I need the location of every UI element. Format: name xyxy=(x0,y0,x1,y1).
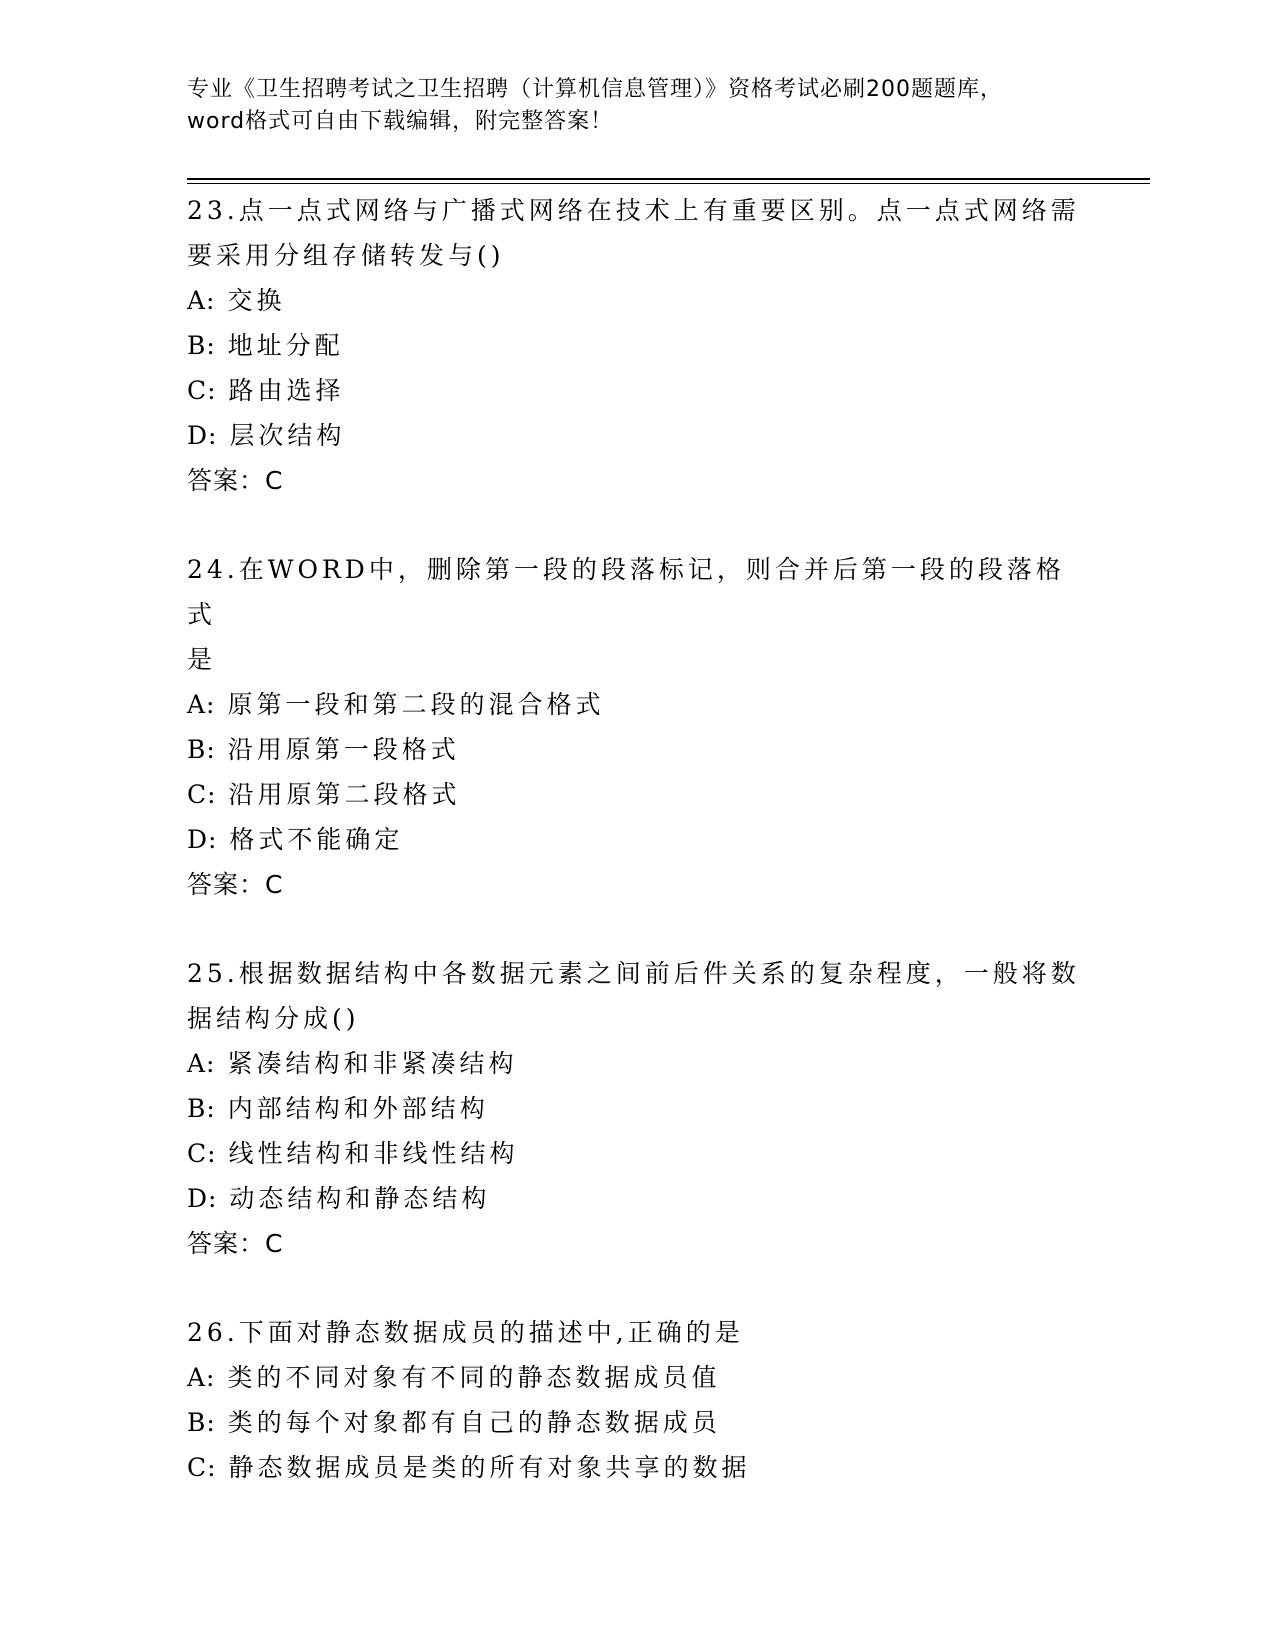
header-divider-thick xyxy=(187,178,1150,180)
option-text: 紧凑结构和非紧凑结构 xyxy=(227,1049,518,1078)
option-label: A: xyxy=(187,1049,216,1078)
header-line-2: word格式可自由下载编辑，附完整答案！ xyxy=(187,109,614,134)
question-stem-line-2: 要采用分组存储转发与() xyxy=(187,241,505,270)
option-text: 内部结构和外部结构 xyxy=(227,1094,489,1123)
question-stem-line-2: 是 xyxy=(187,645,217,674)
option-label: C: xyxy=(187,376,217,405)
answer-line: 答案：C xyxy=(187,870,284,899)
question-stem xyxy=(187,188,1087,278)
option-text: 格式不能确定 xyxy=(229,825,404,854)
option-text: 类的每个对象都有自己的静态数据成员 xyxy=(227,1408,721,1437)
option-label: A: xyxy=(187,1363,216,1392)
question-list xyxy=(187,188,1087,1534)
question-stem-line-1: 24.在WORD中，删除第一段的段落标记，则合并后第一段的段落格式 xyxy=(187,555,1065,629)
option-text: 动态结构和静态结构 xyxy=(229,1184,491,1213)
option-label: C: xyxy=(187,1453,217,1482)
question-26 xyxy=(187,1310,1087,1490)
option-b xyxy=(187,1400,1087,1445)
question-25 xyxy=(187,951,1087,1266)
question-stem xyxy=(187,951,1087,1041)
option-a xyxy=(187,1041,1087,1086)
option-text: 地址分配 xyxy=(227,331,344,360)
option-label: B: xyxy=(187,1094,216,1123)
option-d xyxy=(187,817,1087,862)
option-text: 静态数据成员是类的所有对象共享的数据 xyxy=(228,1453,751,1482)
option-b xyxy=(187,323,1087,368)
option-a xyxy=(187,278,1087,323)
option-d xyxy=(187,1176,1087,1221)
question-stem-line-1: 26.下面对静态数据成员的描述中,正确的是 xyxy=(187,1318,744,1347)
option-text: 沿用原第一段格式 xyxy=(227,735,460,764)
question-stem-line-1: 23.点一点式网络与广播式网络在技术上有重要区别。点一点式网络需 xyxy=(187,196,1080,225)
option-b xyxy=(187,1086,1087,1131)
answer-line: 答案：C xyxy=(187,466,284,495)
option-a xyxy=(187,682,1087,727)
option-c xyxy=(187,1131,1087,1176)
option-text: 层次结构 xyxy=(229,421,346,450)
option-label: A: xyxy=(187,286,216,315)
header-divider-thin xyxy=(187,183,1150,184)
option-text: 路由选择 xyxy=(228,376,345,405)
option-label: B: xyxy=(187,735,216,764)
option-label: D: xyxy=(187,825,218,854)
option-c xyxy=(187,368,1087,413)
question-23 xyxy=(187,188,1087,503)
question-stem-line-2: 据结构分成() xyxy=(187,1004,360,1033)
question-stem xyxy=(187,1310,1087,1355)
option-c xyxy=(187,1445,1087,1490)
question-24 xyxy=(187,547,1087,907)
question-stem xyxy=(187,547,1087,682)
option-text: 交换 xyxy=(227,286,286,315)
option-label: D: xyxy=(187,421,218,450)
option-text: 类的不同对象有不同的静态数据成员值 xyxy=(227,1363,721,1392)
option-label: C: xyxy=(187,1139,217,1168)
option-c xyxy=(187,772,1087,817)
option-text: 线性结构和非线性结构 xyxy=(228,1139,519,1168)
document-header xyxy=(187,74,1087,138)
option-label: C: xyxy=(187,780,217,809)
option-a xyxy=(187,1355,1087,1400)
option-d xyxy=(187,413,1087,458)
question-stem-line-1: 25.根据数据结构中各数据元素之间前后件关系的复杂程度，一般将数 xyxy=(187,959,1080,988)
option-text: 原第一段和第二段的混合格式 xyxy=(227,690,605,719)
option-text: 沿用原第二段格式 xyxy=(228,780,461,809)
answer-line: 答案：C xyxy=(187,1229,284,1258)
header-line-1: 专业《卫生招聘考试之卫生招聘（计算机信息管理）》资格考试必刷200题题库， xyxy=(187,77,1003,102)
option-label: B: xyxy=(187,331,216,360)
option-label: A: xyxy=(187,690,216,719)
option-b xyxy=(187,727,1087,772)
option-label: B: xyxy=(187,1408,216,1437)
option-label: D: xyxy=(187,1184,218,1213)
